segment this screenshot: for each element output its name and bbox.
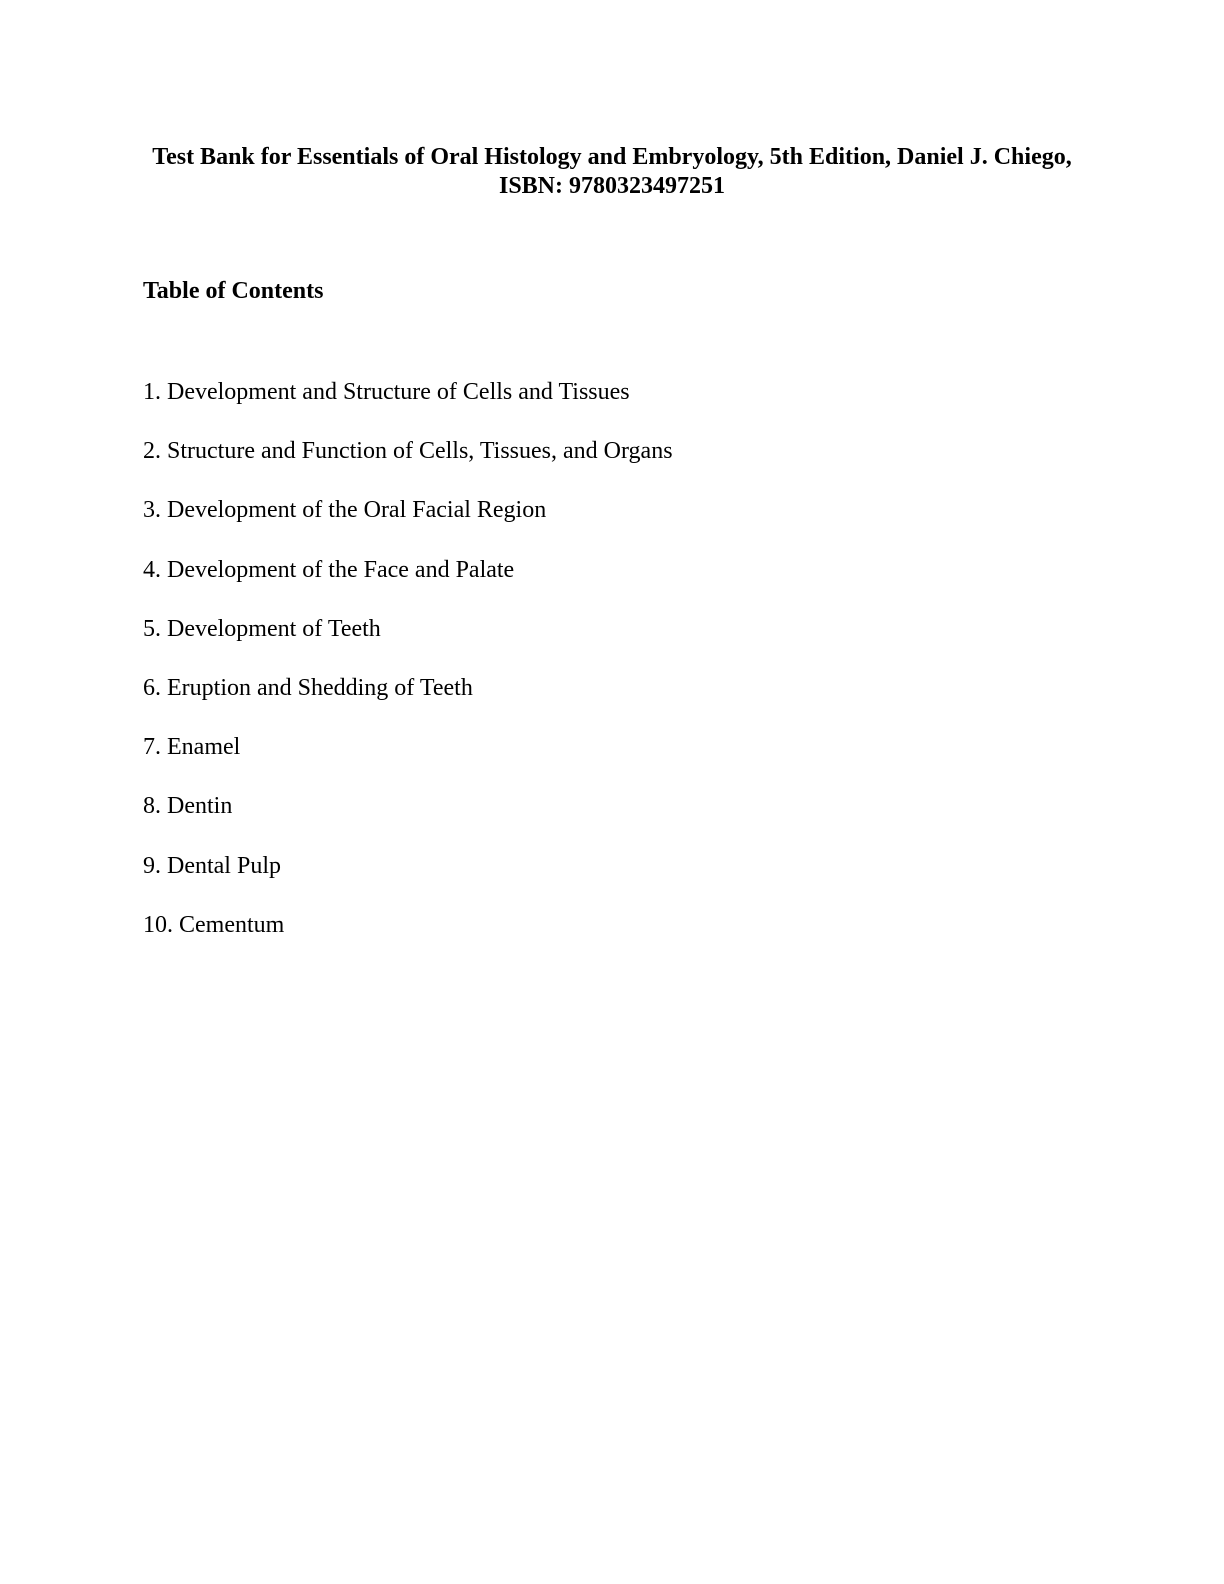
toc-item: 8. Dentin — [143, 793, 233, 820]
toc-item: 1. Development and Structure of Cells and Tissues — [143, 379, 630, 405]
document-title: Test Bank for Essentials of Oral Histology and Embryology, 5th Edition, Daniel J. Chiego, ISBN: 9780323497251 — [152, 144, 1072, 199]
toc-item: 6. Eruption and Shedding of Teeth — [143, 674, 473, 701]
toc-item: 9. Dental Pulp — [143, 852, 281, 879]
toc-item: 10. Cementum — [143, 911, 285, 938]
toc-item: 2. Structure and Function of Cells, Tissues, and Organs — [143, 438, 673, 465]
toc-list — [143, 378, 673, 970]
toc-heading: Table of Contents — [143, 278, 324, 304]
toc-item: 5. Development of Teeth — [143, 615, 381, 642]
toc-item: 4. Development of the Face and Palate — [143, 556, 515, 583]
toc-item: 3. Development of the Oral Facial Region — [143, 497, 547, 524]
toc-item: 7. Enamel — [143, 734, 241, 761]
